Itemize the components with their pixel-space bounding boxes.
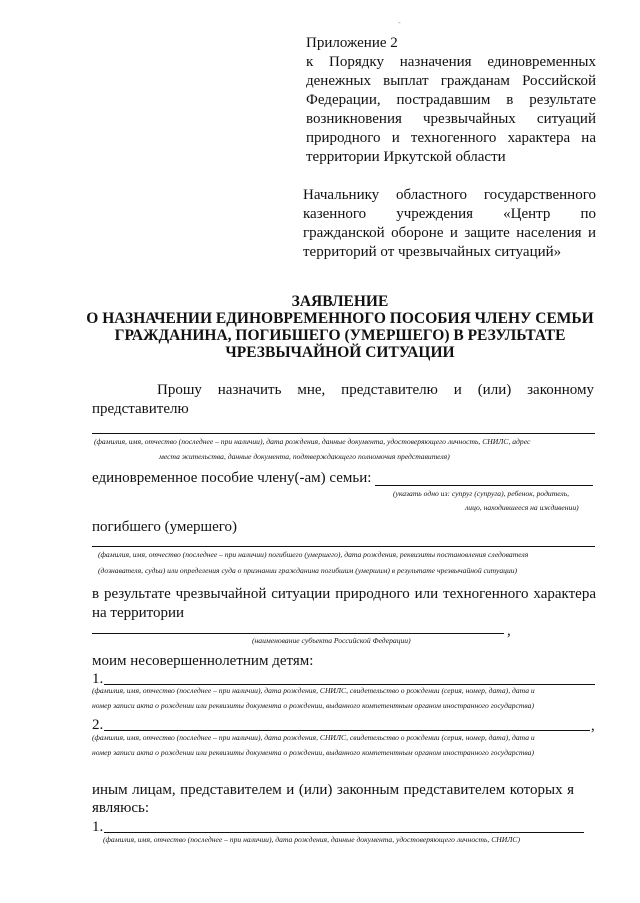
heading-word: ЗАЯВЛЕНИЕ	[291, 293, 389, 310]
appendix-line: возникновения чрезвычайных ситуаций	[306, 111, 596, 127]
addressee-line: территорий от чрезвычайных ситуаций»	[303, 244, 562, 260]
territory-field-line[interactable]	[92, 633, 504, 634]
deceased-note: (дознавателя, судьи) или определения суда о признании гражданина погибшим (умершим) в результате чрезвычайной ситуации)	[98, 566, 518, 575]
appendix-line: к Порядку назначения единовременных	[306, 54, 596, 70]
request-line-2: представителю	[92, 401, 189, 417]
addressee-line: казенного учреждения «Центр по	[303, 206, 596, 222]
applicant-field-line[interactable]	[92, 433, 595, 434]
benefit-note: лицо, находившееся на иждивении)	[465, 503, 579, 512]
appendix-block	[306, 34, 596, 167]
emergency-line-1: в результате чрезвычайной ситуации природного или техногенного характера	[92, 586, 596, 602]
deceased-text: погибшего (умершего)	[92, 519, 238, 535]
heading-line: ЧРЕЗВЫЧАЙНОЙ СИТУАЦИИ	[225, 344, 455, 361]
child-1-field-line[interactable]	[104, 684, 595, 685]
relation-field-line[interactable]	[375, 485, 593, 486]
other-1-field-line[interactable]	[104, 832, 584, 833]
child-2-comma: ,	[591, 718, 595, 734]
addressee-line: Начальнику областного государственного	[303, 187, 596, 203]
appendix-line: территории Иркутской области	[306, 149, 506, 165]
child-note: (фамилия, имя, отчество (последнее – при наличии), дата рождения, СНИЛС, свидетельство о рождении (серия, номер, дата), дата и	[92, 686, 535, 695]
territory-comma: ,	[507, 623, 511, 639]
other-1-number: 1.	[92, 819, 104, 835]
appendix-line: природного и техногенного характера на	[306, 130, 596, 146]
territory-note: (наименование субъекта Российской Федерации)	[252, 636, 411, 645]
applicant-note: (фамилия, имя, отчество (последнее – при наличии), дата рождения, данные документа, удостоверяющего личность, СНИЛС, адрес	[94, 437, 531, 446]
child-note: номер записи акта о рождении или реквизиты документа о рождении, выданного компетентным органом иностранного государства)	[92, 701, 534, 710]
child-2-field-line[interactable]	[104, 730, 590, 731]
minors-text: моим несовершеннолетним детям:	[92, 653, 314, 669]
child-1-number: 1.	[92, 671, 104, 687]
appendix-line: денежных выплат гражданам Российской	[306, 73, 596, 89]
appendix-title: Приложение 2	[306, 35, 398, 51]
benefit-note: (указать одно из: супруг (супруга), ребенок, родитель,	[393, 489, 570, 498]
addressee-line: гражданской обороне и защите населения и	[303, 225, 596, 241]
child-note: номер записи акта о рождении или реквизиты документа о рождении, выданного компетентным органом иностранного государства)	[92, 748, 534, 757]
heading-line: ГРАЖДАНИНА, ПОГИБШЕГО (УМЕРШЕГО) В РЕЗУЛЬТАТЕ	[114, 327, 566, 344]
deceased-note: (фамилия, имя, отчество (последнее – при наличии) погибшего (умершего), дата рождения, реквизиты постановления следователя	[98, 550, 529, 559]
other-note: (фамилия, имя, отчество (последнее – при наличии), дата рождения, данные документа, удостоверяющего личность, СНИЛС)	[103, 835, 520, 844]
scan-mark: -	[398, 18, 401, 27]
child-note: (фамилия, имя, отчество (последнее – при наличии), дата рождения, СНИЛС, свидетельство о рождении (серия, номер, дата), дата и	[92, 733, 535, 742]
request-line-1: Прошу назначить мне, представителю и (или) законному	[157, 382, 594, 398]
others-line-1: иным лицам, представителем и (или) законным представителем которых я	[92, 782, 574, 798]
benefit-text: единовременное пособие члену(-ам) семьи:	[92, 470, 372, 486]
appendix-line: Федерации, пострадавшим в результате	[306, 92, 596, 108]
addressee-block	[303, 186, 596, 262]
child-2-number: 2.	[92, 717, 104, 733]
heading-line: О НАЗНАЧЕНИИ ЕДИНОВРЕМЕННОГО ПОСОБИЯ ЧЛЕНУ СЕМЬИ	[86, 310, 594, 327]
applicant-note: места жительства, данные документа, подтверждающего полномочия представителя)	[159, 452, 450, 461]
heading	[80, 293, 600, 361]
others-line-2: являюсь:	[92, 800, 150, 816]
deceased-field-line[interactable]	[92, 546, 595, 547]
emergency-line-2: на территории	[92, 605, 185, 621]
